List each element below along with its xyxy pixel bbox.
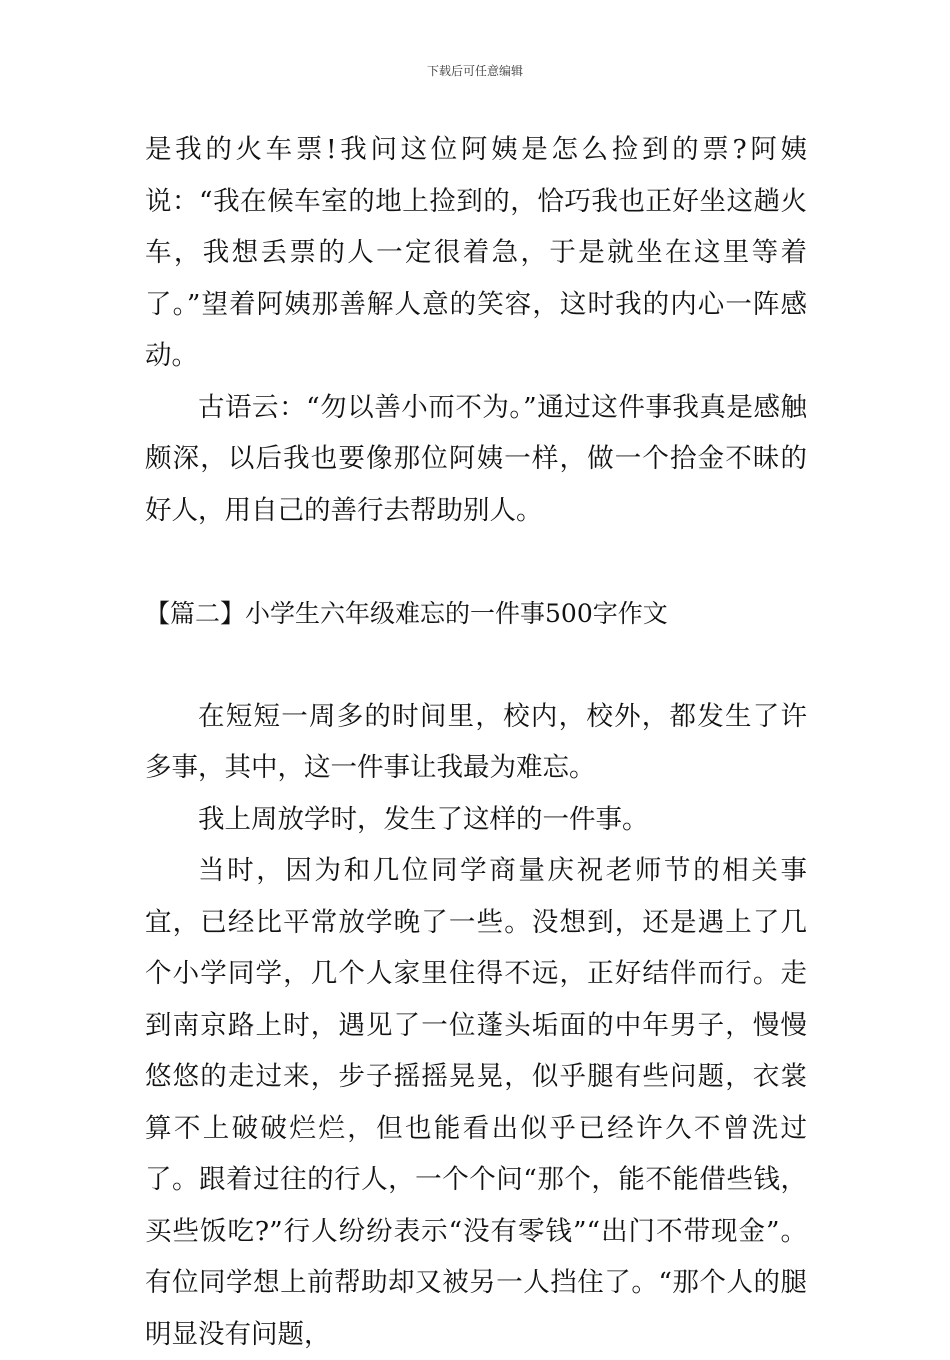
paragraph-event-start: 我上周放学时，发生了这样的一件事。 <box>198 803 649 835</box>
paragraph-intro: 在短短一周多的时间里，校内，校外，都发生了许多事，其中，这一件事让我最为难忘。 <box>145 700 807 783</box>
paragraph-story: 当时，因为和几位同学商量庆祝老师节的相关事宜，已经比平常放学晚了一些。没想到，还是遇上了几个小学同学，几个人家里住得不远，正好结伴而行。走到南京路上时，遇见了一位蓬头垢面的中年男子，慢慢悠悠的走过来，步子摇摇晃晃，似乎腿有些问题，衣裳算不上破破烂烂，但也能看出似乎已经许久不曾洗过了。跟着过往的行人，一个个问“那个，能不能借些钱，买些饭吃?”行人纷纷表示“没有零钱”“出门不带现金”。有位同学想上前帮助却又被另一人挡住了。“那个人的腿明显没有问题， <box>145 855 807 1350</box>
page-header-note: 下载后可任意编辑 <box>426 64 523 78</box>
paragraph-ancient-saying: 古语云：“勿以善小而不为。”通过这件事我真是感触颇深，以后我也要像那位阿姨一样，做一个拾金不昧的好人，用自己的善行去帮助别人。 <box>145 391 807 526</box>
paragraph-continuation: 是我的火车票!我问这位阿姨是怎么捡到的票?阿姨说：“我在候车室的地上捡到的，恰巧我也正好坐这趟火车，我想丢票的人一定很着急，于是就坐在这里等着了。”望着阿姨那善解人意的笑容，这时我的内心一阵感动。 <box>145 134 807 371</box>
spacer <box>145 639 807 691</box>
document-body <box>145 124 807 1360</box>
section-heading: 【篇二】小学生六年级难忘的一件事500字作文 <box>145 598 668 628</box>
spacer <box>145 536 807 588</box>
